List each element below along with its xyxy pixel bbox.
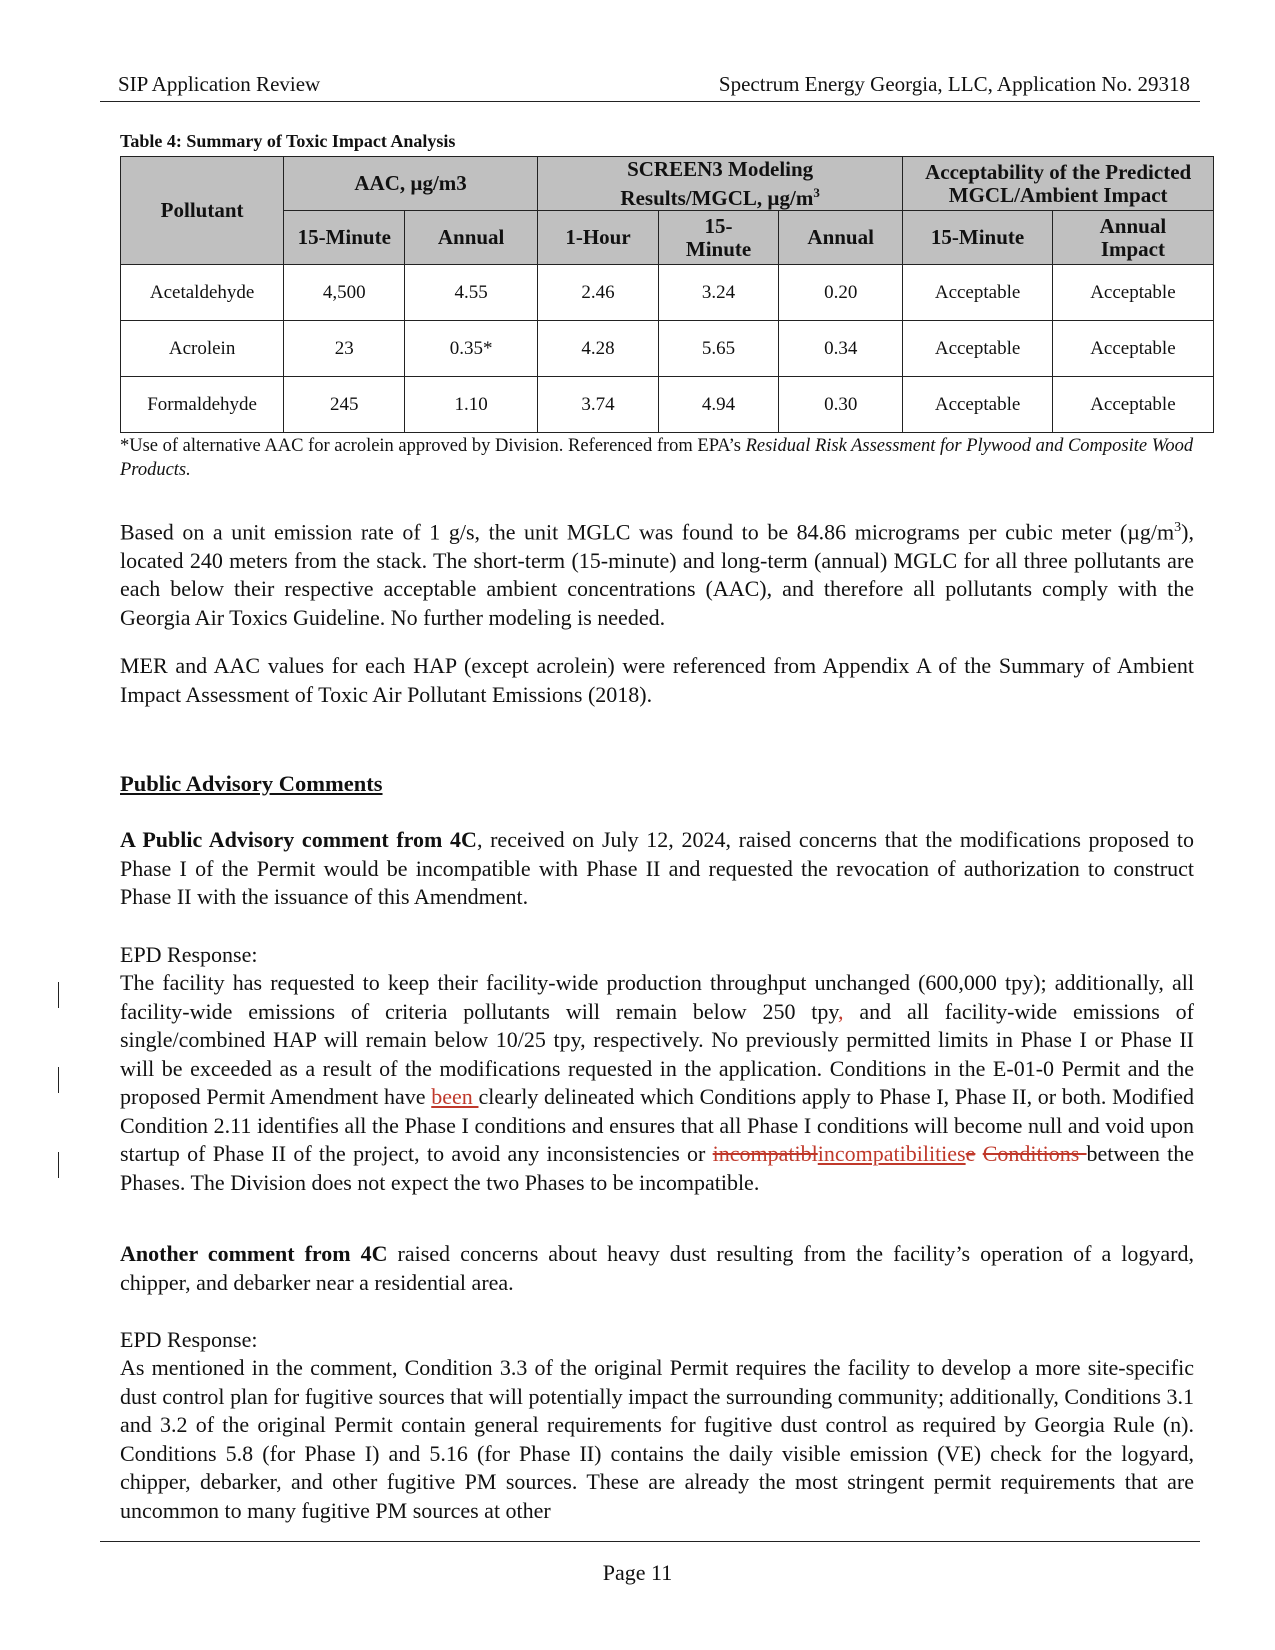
change-bar [58, 1067, 59, 1093]
subheader-acc-annual [1052, 211, 1213, 265]
response-1-t2: and all facility-wide emissions of single/combined HAP will remain below 10/25 tpy, respectively. No previously permitted limits in Phase I or Phase II will be exceeded as a result of the modifications requested in the application. Conditions in the E-01-0 Permit and the proposed Permit Amendment have [120, 998, 1194, 1109]
response-1-t1: The facility has requested to keep their facility-wide production throughput unchanged (600,000 tpy); additionally, all facility-wide emissions of criteria pollutants will remain below 250 tpy [120, 970, 1194, 1024]
tracked-insertion: been [431, 1084, 479, 1109]
subheader-s3-15-line2: Minute [685, 236, 752, 261]
subheader-aac-annual: Annual [405, 211, 538, 265]
table-row [121, 321, 1214, 377]
table-cell: 3.74 [537, 377, 658, 433]
subheader-acc-annual-line2: Impact [1100, 236, 1165, 261]
table-cell: Acceptable [1052, 265, 1213, 321]
response-1-t5: between the Phases. The Division does not expect the two Phases to be incompatible. [120, 1141, 1195, 1195]
comment-2-lead: Another comment from 4C [120, 1241, 388, 1266]
table-cell: 4,500 [284, 265, 405, 321]
tracked-insertion: incompatibilities [817, 1141, 966, 1166]
table-cell: Acceptable [903, 321, 1053, 377]
page-header [118, 72, 1190, 102]
header-aac: AAC, µg/m3 [284, 157, 538, 211]
table-cell: 3.24 [659, 265, 779, 321]
tracked-insertion: , [837, 998, 844, 1024]
response-1-label: EPD Response: [120, 942, 258, 967]
tracked-deletion: incompatibl [712, 1141, 818, 1166]
table-cell: Acceptable [903, 377, 1053, 433]
table-row [121, 265, 1214, 321]
toxic-impact-table [120, 156, 1214, 433]
table-cell: Acrolein [121, 321, 284, 377]
response-1-t3: clearly delineated which Conditions apply to Phase I, Phase II, or both. Modified Condition 2.11 identifies all the Phase I conditions and ensures that all Phase I conditions will become null and void upon startup of Phase II of the project, to avoid any inconsistencies or [120, 1084, 1195, 1166]
table-cell: 0.20 [779, 265, 903, 321]
paragraph-mer-aac: MER and AAC values for each HAP (except acrolein) were referenced from Appendix A of the Summary of Ambient Impact Assessment of Toxic Air Pollutant Emissions (2018). [120, 653, 1194, 707]
response-2-label: EPD Response: [120, 1327, 258, 1352]
response-1-t4 [975, 1141, 982, 1166]
table-cell: 4.55 [405, 265, 538, 321]
header-screen3-sup: 3 [813, 184, 820, 200]
subheader-acc-annual-line1: Annual [1099, 213, 1167, 238]
footnote-reference: Residual Risk Assessment for Plywood and Composite Wood Products. [120, 436, 1194, 480]
subheader-acc-15min: 15-Minute [903, 211, 1053, 265]
paragraph-mglc-sup: 3 [1174, 520, 1182, 535]
subheader-s3-15-line1: 15- [704, 213, 733, 238]
table-cell: Acceptable [1052, 377, 1213, 433]
subheader-s3-15min [659, 211, 779, 265]
paragraph-mglc-part2: ), located 240 meters from the stack. The short-term (15-minute) and long-term (annual) MGLC for all three pollutants are each below their respective acceptable ambient concentrations (AAC), and therefore all pollutants comply with the Georgia Air Toxics Guideline. No further modeling is needed. [120, 519, 1194, 630]
table-cell: Acetaldehyde [121, 265, 284, 321]
header-accept-line2: MGCL/Ambient Impact [948, 182, 1168, 207]
table-cell: 4.94 [659, 377, 779, 433]
change-bar [58, 982, 59, 1008]
subheader-s3-annual: Annual [779, 211, 903, 265]
header-screen3-line2: Results/MGCL, µg/m [620, 185, 814, 210]
table-footnote [120, 434, 1200, 482]
subheader-aac-15min: 15-Minute [284, 211, 405, 265]
comment-1-text: , received on July 12, 2024, raised concerns that the modifications proposed to Phase I of the Permit would be incompatible with Phase II and requested the revocation of authorization to construct Phase II with the issuance of this Amendment. [120, 827, 1194, 909]
header-screen3 [537, 157, 902, 211]
paragraph-mglc [120, 514, 1194, 632]
table-cell: Acceptable [1052, 321, 1213, 377]
comment-2-text: raised concerns about heavy dust resulting from the facility’s operation of a logyard, chipper, and debarker near a residential area. [120, 1241, 1194, 1295]
table-cell: 0.35* [405, 321, 538, 377]
change-bar [58, 1152, 59, 1178]
comment-1 [120, 826, 1194, 912]
table-cell: 1.10 [405, 377, 538, 433]
tracked-deletion: e [965, 1141, 976, 1166]
header-rule [100, 101, 1200, 102]
header-pollutant: Pollutant [121, 157, 284, 265]
comment-1-lead: A Public Advisory comment from 4C [120, 827, 477, 852]
table-row [121, 377, 1214, 433]
page-number: Page 11 [602, 1560, 673, 1585]
table-cell: 2.46 [537, 265, 658, 321]
footnote-text: *Use of alternative AAC for acrolein approved by Division. Referenced from EPA’s [120, 436, 746, 456]
header-acceptability [903, 157, 1214, 211]
table-cell: Formaldehyde [121, 377, 284, 433]
table-cell: 0.34 [779, 321, 903, 377]
table-caption: Table 4: Summary of Toxic Impact Analysis [120, 131, 456, 151]
header-right: Spectrum Energy Georgia, LLC, Application No. 29318 [718, 72, 1190, 96]
footer-rule [100, 1541, 1200, 1542]
header-accept-line1: Acceptability of the Predicted [925, 159, 1192, 184]
table-cell: 245 [284, 377, 405, 433]
subheader-s3-1hour: 1-Hour [537, 211, 658, 265]
table-cell: Acceptable [903, 265, 1053, 321]
section-heading: Public Advisory Comments [120, 771, 383, 796]
response-2: As mentioned in the comment, Condition 3.3 of the original Permit requires the facility to develop a more site-specific dust control plan for fugitive sources that will potentially impact the surrounding community; additionally, Conditions 3.1 and 3.2 of the original Permit contain general requirements for fugitive dust control as required by Georgia Rule (n). Conditions 5.8 (for Phase I) and 5.16 (for Phase II) contains the daily visible emission (VE) check for the logyard, chipper, debarker, and other fugitive PM sources. These are already the most stringent permit requirements that are uncommon to many fugitive PM sources at other [120, 1355, 1194, 1523]
comment-2 [120, 1240, 1194, 1297]
table-cell: 23 [284, 321, 405, 377]
header-screen3-line1: SCREEN3 Modeling [627, 156, 814, 181]
table-cell: 0.30 [779, 377, 903, 433]
table-cell: 4.28 [537, 321, 658, 377]
paragraph-mglc-part1: Based on a unit emission rate of 1 g/s, the unit MGLC was found to be 84.86 micrograms per cubic meter (µg/m [120, 519, 1175, 545]
tracked-deletion: Conditions [982, 1141, 1087, 1166]
table-cell: 5.65 [659, 321, 779, 377]
response-1 [120, 969, 1194, 1197]
header-left: SIP Application Review [118, 72, 321, 96]
